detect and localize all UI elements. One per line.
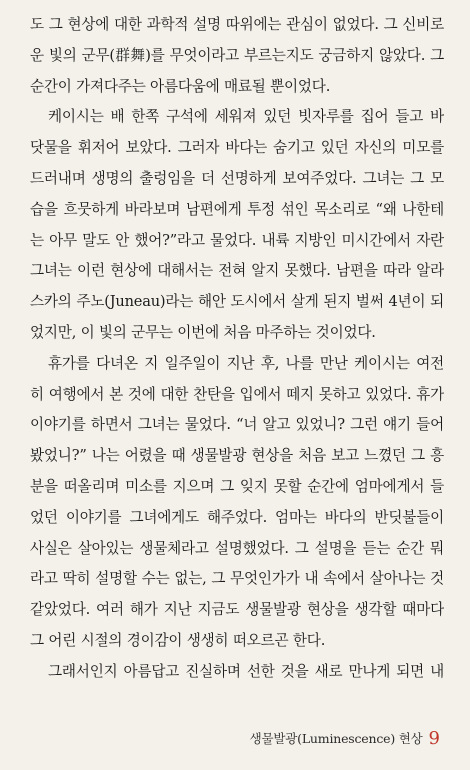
- text-line: 습을 흐뭇하게 바라보며 남편에게 투정 섞인 목소리로 “왜 나한테: [30, 200, 444, 218]
- text-line: 라고 딱히 설명할 수는 없는, 그 무엇인가가 내 속에서 살아나는 것: [30, 570, 444, 588]
- text-line: 도 그 현상에 대한 과학적 설명 따위에는 관심이 없었다. 그 신비로: [30, 16, 444, 33]
- text-line: 휴가를 다녀온 지 일주일이 지난 후, 나를 만난 케이시는 여전: [48, 354, 444, 372]
- text-line: 닷물을 휘저어 보았다. 그러자 바다는 숨기고 있던 자신의 미모를: [30, 139, 444, 157]
- text-line: 순간이 가져다주는 아름다움에 매료될 뿐이었다.: [30, 77, 331, 95]
- body-text: [30, 10, 444, 688]
- text-line: 그래서인지 아름답고 진실하며 선한 것을 새로 만나게 되면 내: [48, 662, 444, 680]
- text-line: 케이시는 배 한쪽 구석에 세워져 있던 빗자루를 집어 들고 바: [48, 108, 444, 126]
- text-line: 는 아무 말도 안 했어?”라고 물었다. 내륙 지방인 미시간에서 자란: [30, 231, 444, 249]
- text-line: 그 어린 시절의 경이감이 생생히 떠오르곤 한다.: [30, 631, 326, 649]
- text-line: 스카의 주노(Juneau)라는 해안 도시에서 살게 된지 벌써 4년이 되: [30, 293, 444, 311]
- text-line: 같았었다. 여러 해가 지난 지금도 생물발광 현상을 생각할 때마다: [30, 601, 444, 619]
- text-line: 이야기를 하면서 그녀는 물었다. “너 알고 있었니? 그런 얘기 들어: [30, 416, 444, 434]
- text-line: 었지만, 이 빛의 군무는 이번에 처음 마주하는 것이었다.: [30, 323, 376, 341]
- text-line: 운 빛의 군무(群舞)를 무엇이라고 부르는지도 궁금하지 않았다. 그: [30, 46, 444, 64]
- text-line: 분을 떠올리며 미소를 지으며 그 잊지 못할 순간에 엄마에게서 들: [30, 477, 444, 495]
- text-line: 었던 이야기를 그녀에게도 해주었다. 엄마는 바다의 반딧불들이: [30, 508, 444, 526]
- text-line: 그녀는 이런 현상에 대해서는 전혀 알지 못했다. 남편을 따라 알라: [30, 262, 444, 280]
- page-footer: [0, 726, 440, 750]
- running-title: 생물발광(Luminescence) 현상: [249, 731, 423, 746]
- page-number: 9: [428, 728, 440, 749]
- text-line: 드러내며 생명의 출렁임을 더 선명하게 보여주었다. 그녀는 그 모: [30, 169, 444, 187]
- text-line: 히 여행에서 본 것에 대한 찬탄을 입에서 떼지 못하고 있었다. 휴가: [30, 385, 444, 403]
- text-line: 사실은 살아있는 생물체라고 설명했었다. 그 설명을 듣는 순간 뭐: [30, 539, 444, 557]
- text-line: 봤었니?” 나는 어렸을 때 생물발광 현상을 처음 보고 느꼈던 그 흥: [30, 447, 444, 465]
